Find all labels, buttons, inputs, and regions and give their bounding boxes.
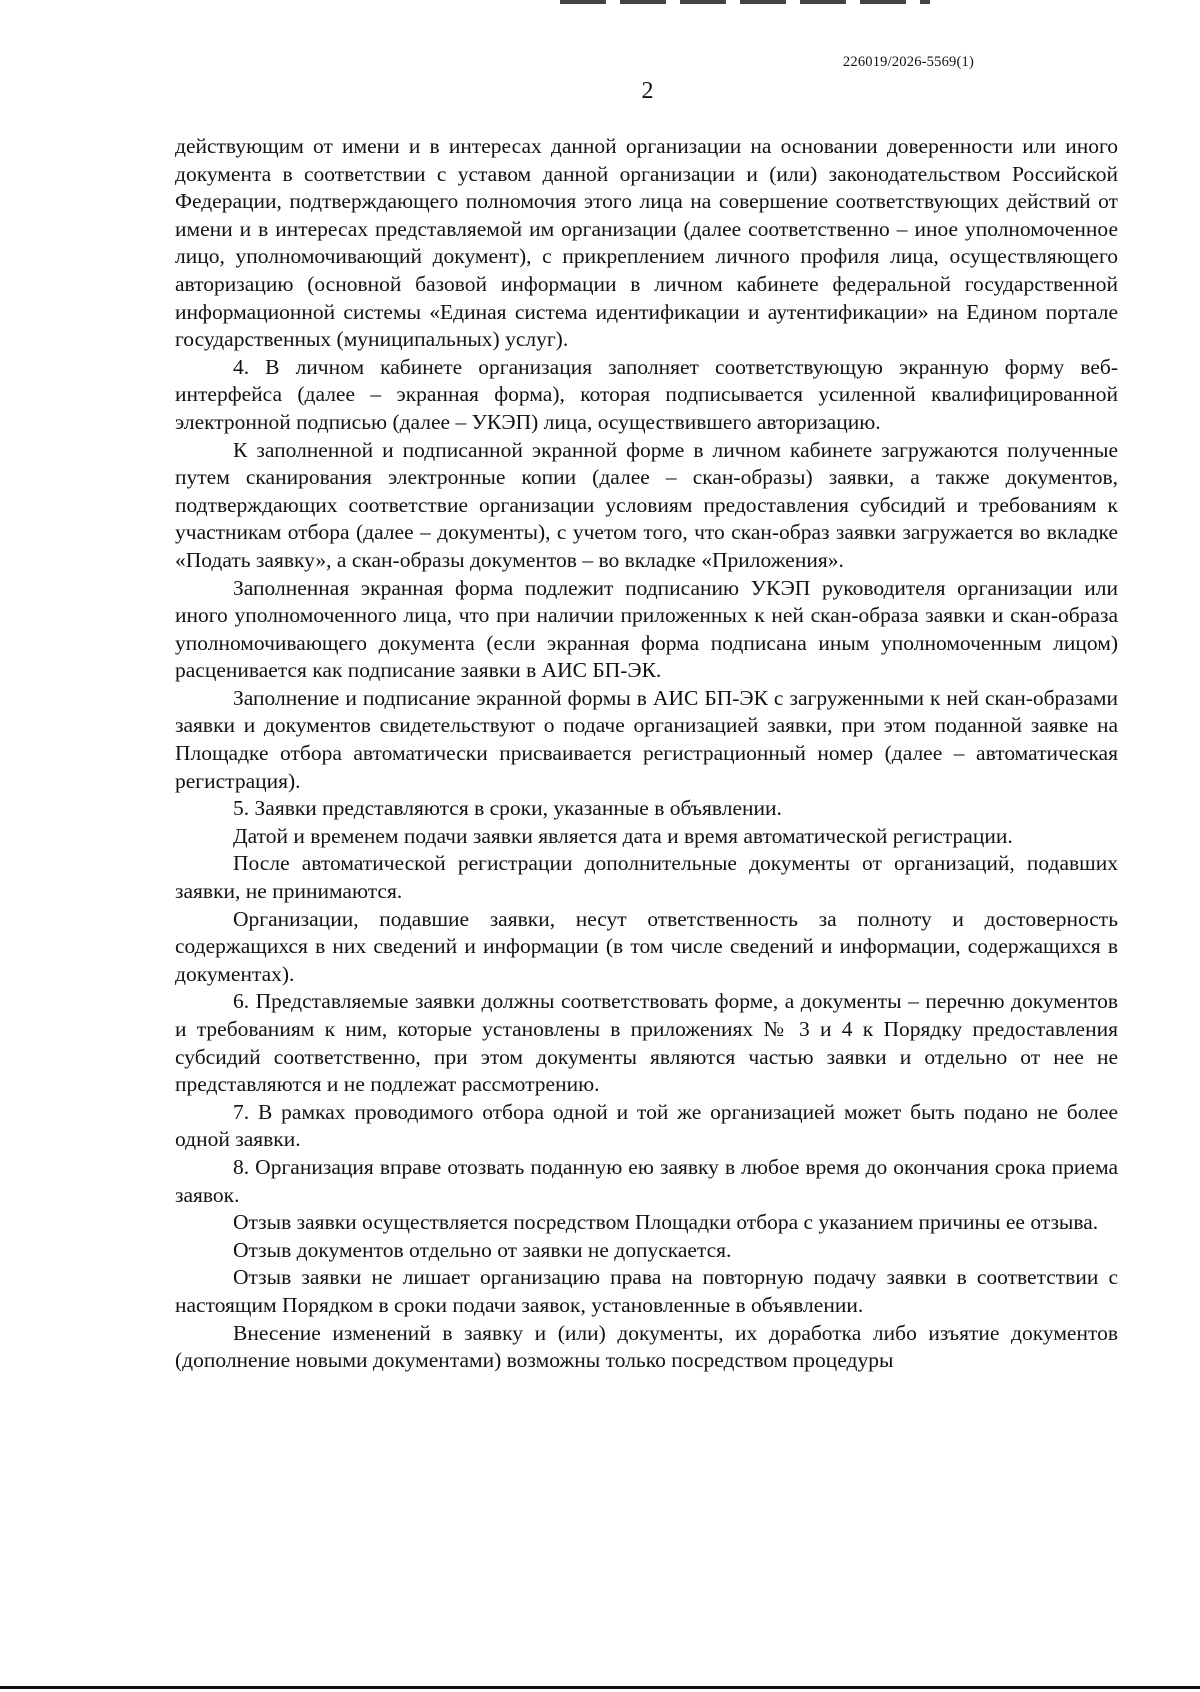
document-body	[175, 133, 1118, 1375]
paragraph: 8. Организация вправе отозвать поданную ею заявку в любое время до окончания срока приема заявок.	[175, 1154, 1118, 1207]
page-number: 2	[641, 78, 654, 104]
paragraph: Внесение изменений в заявку и (или) документы, их доработка либо изъятие документов (дополнение новыми документами) возможны только посредством процедуры	[175, 1320, 1118, 1373]
document-number: 226019/2026-5569(1)	[842, 54, 974, 70]
paragraph: Организации, подавшие заявки, несут ответственность за полноту и достоверность содержащихся в них сведений и информации (в том числе сведений и информации, содержащихся в документах).	[175, 906, 1118, 986]
paragraph: Отзыв документов отдельно от заявки не допускается.	[233, 1237, 732, 1262]
paragraph: Заполненная экранная форма подлежит подписанию УКЭП руководителя организации или иного уполномоченного лица, что при наличии приложенных к ней скан-образа заявки и скан-образа уполномочивающего документа (если экранная форма подписана иным уполномоченным лицом) расценивается как подписание заявки в АИС БП-ЭК.	[175, 575, 1118, 683]
paragraph: 6. Представляемые заявки должны соответствовать форме, а документы – перечню документов и требованиям к ним, которые установлены в приложениях № 3 и 4 к Порядку предоставления субсидий соответственно, при этом документы являются частью заявки и отдельно от нее не представляются и не подлежат рассмотрению.	[175, 989, 1118, 1097]
paragraph: 7. В рамках проводимого отбора одной и той же организацией может быть подано не более одной заявки.	[175, 1099, 1118, 1152]
paragraph: Отзыв заявки не лишает организацию права на повторную подачу заявки в соответствии с настоящим Порядком в сроки подачи заявок, установленные в объявлении.	[175, 1265, 1118, 1317]
paragraph: 5. Заявки представляются в сроки, указанные в объявлении.	[233, 796, 782, 821]
paragraph: Отзыв заявки осуществляется посредством Площадки отбора с указанием причины ее отзыва.	[233, 1210, 1099, 1235]
paragraph: 4. В личном кабинете организация заполняет соответствующую экранную форму веб-интерфейса (далее – экранная форма), которая подписывается усиленной квалифицированной электронной подписью (далее – УКЭП) лица, осуществившего авторизацию.	[175, 354, 1118, 434]
paragraph: После автоматической регистрации дополнительные документы от организаций, подавших заявки, не принимаются.	[175, 851, 1118, 904]
scan-bottom-edge	[0, 1686, 1200, 1689]
paragraph: действующим от имени и в интересах данной организации на основании доверенности или иного документа в соответствии с уставом данной организации и (или) законодательством Российской Федерации, подтверждающего полномочия этого лица на совершение соответствующих действий от имени и в интересах представляемой им организации (далее соответственно – иное уполномоченное лицо, уполномочивающий документ), с прикреплением личного профиля лица, осуществляющего авторизацию (основной базовой информации в личном кабинете федеральной государственной информационной системы «Единая система идентификации и аутентификации» на Едином портале государственных (муниципальных) услуг).	[175, 134, 1118, 352]
scan-top-marks	[560, 0, 930, 4]
paragraph: К заполненной и подписанной экранной форме в личном кабинете загружаются полученные путем сканирования электронные копии (далее – скан-образы) заявки, а также документов, подтверждающих соответствие организации условиям предоставления субсидий и требованиям к участникам отбора (далее – документы), с учетом того, что скан-образ заявки загружается во вкладке «Подать заявку», а скан-образы документов – во вкладке «Приложения».	[175, 437, 1118, 572]
paragraph: Датой и временем подачи заявки является дата и время автоматической регистрации.	[233, 823, 1013, 848]
paragraph: Заполнение и подписание экранной формы в АИС БП-ЭК с загруженными к ней скан-образами заявки и документов свидетельствуют о подаче организацией заявки, при этом поданной заявке на Площадке отбора автоматически присваивается регистрационный номер (далее – автоматическая регистрация).	[175, 685, 1118, 793]
